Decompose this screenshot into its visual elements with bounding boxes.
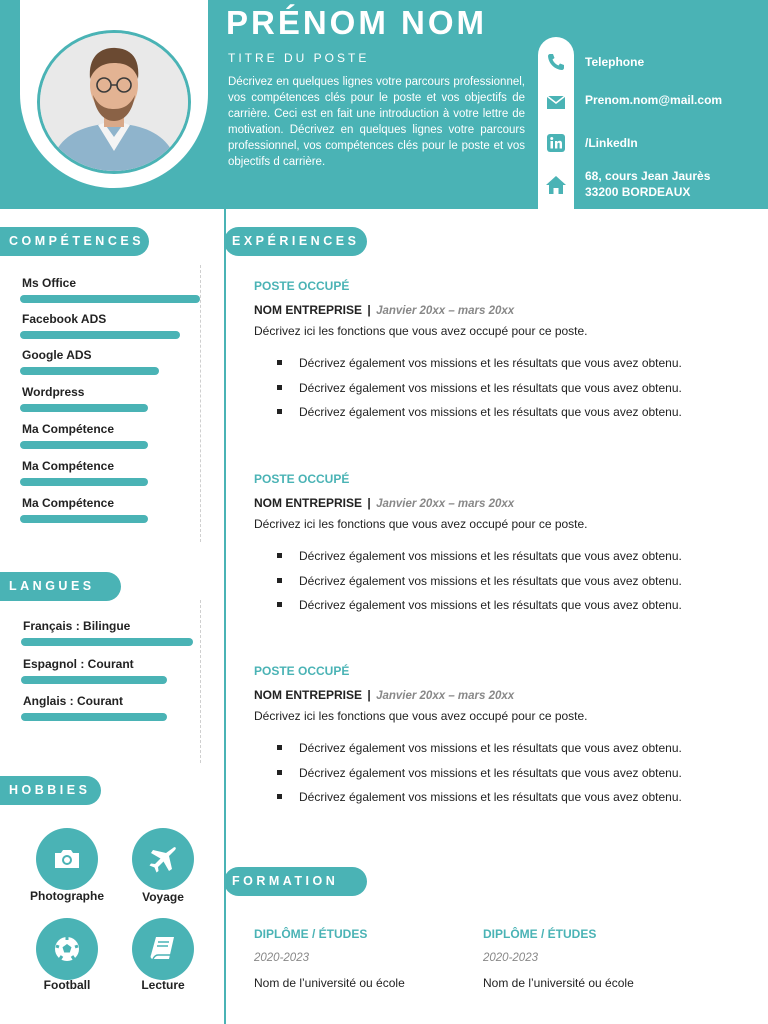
education-school: Nom de l’université ou école [483,976,634,990]
education-years: 2020-2023 [254,952,309,964]
mission-text: Décrivez également vos missions et les résultats que vous avez obtenu. [299,549,682,563]
company-separator: | [367,303,371,317]
company-line [254,688,514,702]
education-title: DIPLÔME / ÉTUDES [483,927,597,941]
education-title: DIPLÔME / ÉTUDES [254,927,368,941]
language-level-bar [21,638,193,646]
phone-icon [546,52,566,72]
section-education-title: FORMATION [224,867,367,896]
bullet-marker [277,360,282,365]
mission-text: Décrivez également vos missions et les résultats que vous avez obtenu. [299,573,682,588]
hobby-book-circle [132,918,194,980]
mission-text: Décrivez également vos missions et les résultats que vous avez obtenu. [299,356,682,370]
profile-photo [37,30,191,174]
skill-label: Wordpress [22,385,85,399]
mission-text: Décrivez également vos missions et les résultats que vous avez obtenu. [299,598,682,612]
job-dates: Janvier 20xx – mars 20xx [376,305,515,317]
contact-phone[interactable]: Telephone [585,55,645,69]
contact-email[interactable]: Prenom.nom@mail.com [585,93,723,107]
job-title: TITRE DU POSTE [228,51,370,65]
job-dates: Janvier 20xx – mars 20xx [376,690,515,702]
company-name: NOM ENTREPRISE [254,496,363,510]
skill-label: Facebook ADS [22,312,107,326]
section-languages-title: LANGUES [0,572,121,601]
bullet-marker [277,602,282,607]
plane-icon [148,844,178,874]
skill-level-bar [20,441,148,449]
football-icon [52,934,82,964]
language-level-bar [21,676,167,684]
language-level-bar [21,713,167,721]
bullet-marker [277,770,282,775]
profile-summary: Décrivez en quelques lignes votre parcours professionnel, vos compétences clés pour le poste et vos objectifs de carrière. Ceci est en fait une introduction à votre lettre de motivation. Décrivez en quelques lignes votre parcours professionnel, vos compétences clés pour le poste et vos objectifs d carrière. [228,76,525,168]
email-icon [546,92,566,112]
language-label: Espagnol : Courant [23,657,134,671]
hobby-plane-circle [132,828,194,890]
skill-label: Ma Compétence [22,422,115,436]
company-line [254,496,514,510]
hobby-camera-circle [36,828,98,890]
skill-label: Ms Office [22,276,77,290]
bullet-marker [277,553,282,558]
book-icon [148,934,178,964]
job-position: POSTE OCCUPÉ [254,472,350,486]
bullet-marker [277,385,282,390]
job-description: Décrivez ici les fonctions que vous avez occupé pour ce poste. [254,709,588,723]
hobby-label: Lecture [141,978,185,992]
bullet-marker [277,794,282,799]
hobby-label: Photographe [30,889,104,903]
education-school: Nom de l’université ou école [254,976,405,990]
contact-linkedin[interactable]: /LinkedIn [585,136,638,150]
hobby-label: Football [43,978,91,992]
linkedin-icon [546,133,566,153]
job-dates: Janvier 20xx – mars 20xx [376,498,515,510]
skills-dashed-rule [200,265,201,542]
bullet-marker [277,578,282,583]
job-description: Décrivez ici les fonctions que vous avez occupé pour ce poste. [254,324,588,338]
mission-text: Décrivez également vos missions et les résultats que vous avez obtenu. [299,741,682,755]
skill-level-bar [20,295,200,303]
company-line [254,303,514,317]
education-years: 2020-2023 [483,952,538,964]
skill-level-bar [20,478,148,486]
home-icon [545,175,567,195]
hobby-football-circle [36,918,98,980]
camera-icon [52,844,82,874]
hobby-label: Voyage [142,890,184,904]
section-hobbies-title: HOBBIES [0,776,101,805]
language-label: Français : Bilingue [23,619,131,633]
column-divider [224,209,226,1024]
mission-bullet [277,741,682,755]
mission-text: Décrivez également vos missions et les résultats que vous avez obtenu. [299,790,682,804]
mission-bullet [277,574,682,588]
contact-address-line2: 33200 BORDEAUX [585,185,691,199]
job-position: POSTE OCCUPÉ [254,279,350,293]
skill-label: Ma Compétence [22,496,115,510]
company-name: NOM ENTREPRISE [254,688,363,702]
mission-bullet [277,790,682,804]
job-description: Décrivez ici les fonctions que vous avez occupé pour ce poste. [254,517,588,531]
skill-level-bar [20,331,180,339]
skill-level-bar [20,367,159,375]
mission-text: Décrivez également vos missions et les résultats que vous avez obtenu. [299,405,682,419]
mission-text: Décrivez également vos missions et les résultats que vous avez obtenu. [299,765,682,780]
company-separator: | [367,496,371,510]
language-label: Anglais : Courant [23,694,124,708]
job-position: POSTE OCCUPÉ [254,664,350,678]
section-skills-title: COMPÉTENCES [0,227,149,256]
mission-bullet [277,356,682,370]
mission-bullet [277,549,682,563]
section-experience-title: EXPÉRIENCES [224,227,367,256]
mission-bullet [277,381,682,395]
skill-label: Ma Compétence [22,459,115,473]
contact-address-line1: 68, cours Jean Jaurès [585,169,711,183]
skill-level-bar [20,515,148,523]
skill-level-bar [20,404,148,412]
company-separator: | [367,688,371,702]
mission-bullet [277,766,682,780]
skill-label: Google ADS [22,348,92,362]
bullet-marker [277,745,282,750]
mission-bullet [277,598,682,612]
company-name: NOM ENTREPRISE [254,303,363,317]
mission-text: Décrivez également vos missions et les résultats que vous avez obtenu. [299,380,682,395]
candidate-name: PRÉNOM NOM [226,4,487,41]
languages-dashed-rule [200,600,201,763]
bullet-marker [277,409,282,414]
mission-bullet [277,405,682,419]
